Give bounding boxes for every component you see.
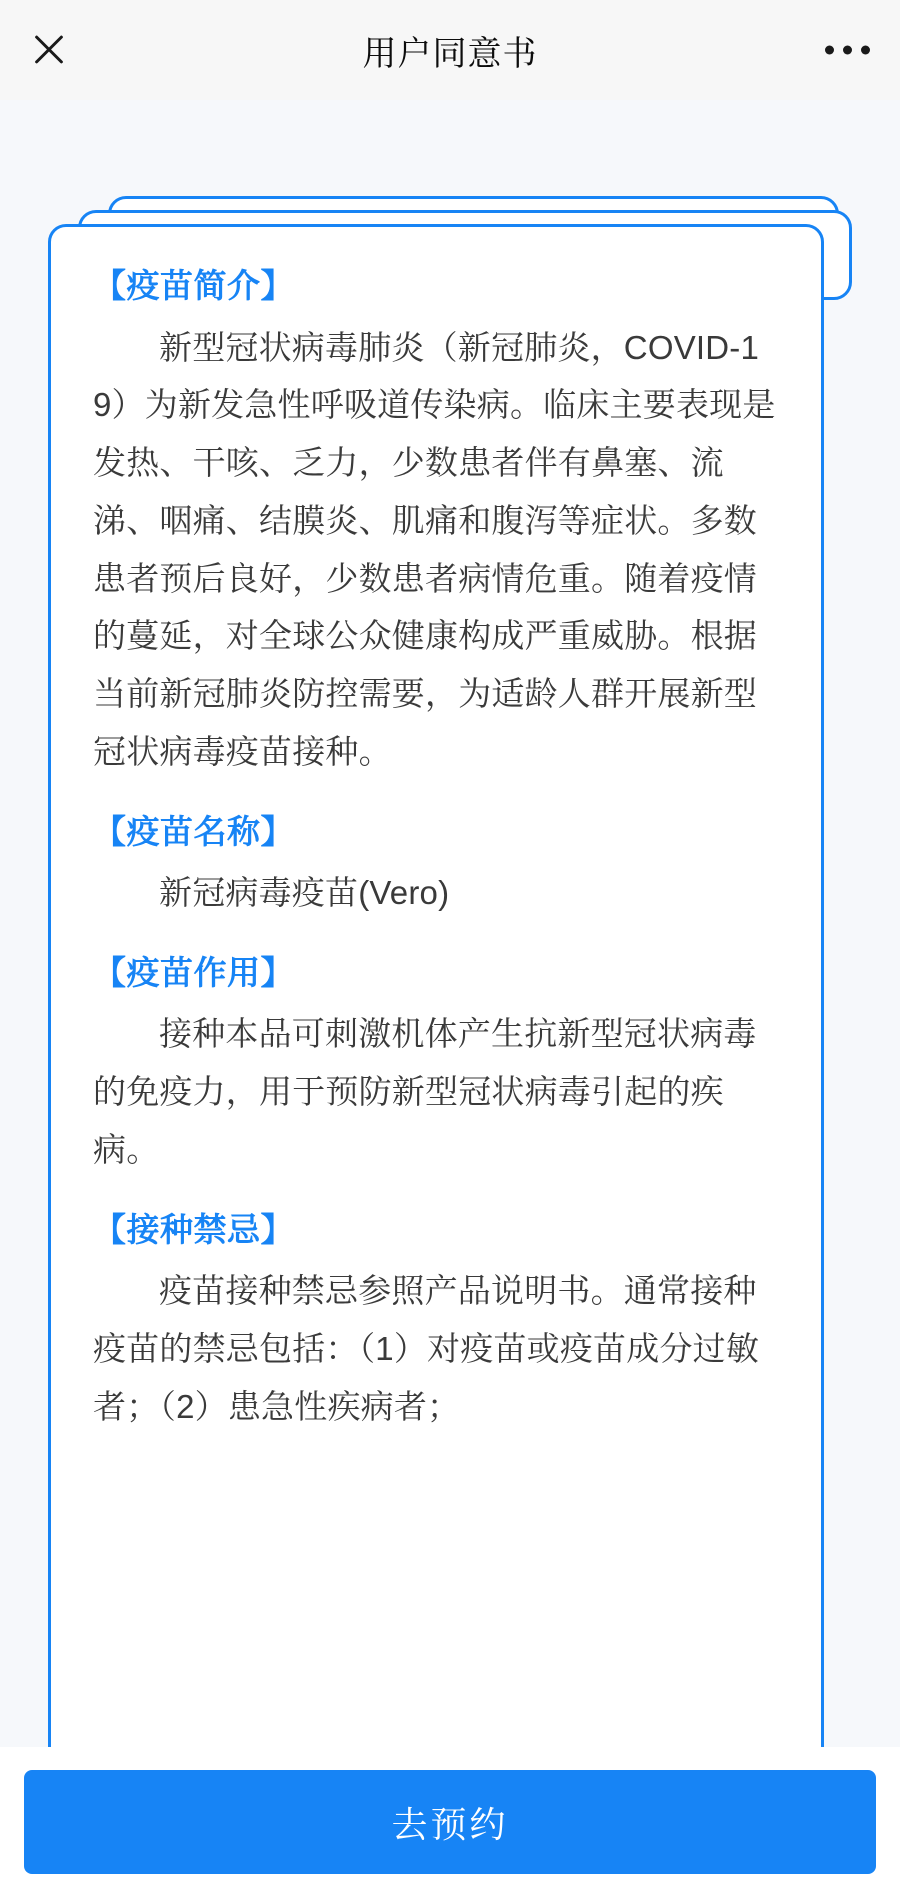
consent-section — [93, 948, 779, 1179]
section-heading: 【疫苗作用】 — [93, 953, 294, 991]
more-dot-3 — [861, 46, 870, 55]
more-dot-1 — [825, 46, 834, 55]
close-icon[interactable] — [26, 27, 72, 73]
section-heading: 【接种禁忌】 — [93, 1210, 294, 1248]
consent-section — [93, 807, 779, 922]
section-body: 疫苗接种禁忌参照产品说明书。通常接种疫苗的禁忌包括：（1）对疫苗或疫苗成分过敏者；（2）患急性疾病者； — [93, 1272, 760, 1425]
bottom-action-bar — [0, 1747, 900, 1897]
section-heading: 【疫苗名称】 — [93, 812, 294, 850]
more-options-icon[interactable] — [825, 46, 870, 55]
more-dot-2 — [843, 46, 852, 55]
page-title: 用户同意书 — [362, 34, 538, 73]
consent-card[interactable] — [48, 224, 824, 1777]
title-bar — [0, 0, 900, 100]
consent-section — [93, 261, 779, 781]
section-body: 接种本品可刺激机体产生抗新型冠状病毒的免疫力，用于预防新型冠状病毒引起的疾病。 — [93, 1015, 757, 1168]
make-appointment-button[interactable]: 去预约 — [24, 1770, 876, 1874]
consent-page — [0, 100, 900, 1897]
consent-card-stack — [48, 196, 852, 1897]
consent-section — [93, 1205, 779, 1436]
consent-scroll-area[interactable] — [51, 227, 821, 1774]
section-body: 新冠病毒疫苗(Vero) — [159, 874, 450, 911]
section-body: 新型冠状病毒肺炎（新冠肺炎，COVID-19）为新发急性呼吸道传染病。临床主要表现是发热、干咳、乏力，少数患者伴有鼻塞、流涕、咽痛、结膜炎、肌痛和腹泻等症状。多数患者预后良好，少数患者病情危重。随着疫情的蔓延，对全球公众健康构成严重威胁。根据当前新冠肺炎防控需要，为适龄人群开展新型冠状病毒疫苗接种。 — [93, 328, 776, 770]
section-heading: 【疫苗简介】 — [93, 267, 294, 304]
